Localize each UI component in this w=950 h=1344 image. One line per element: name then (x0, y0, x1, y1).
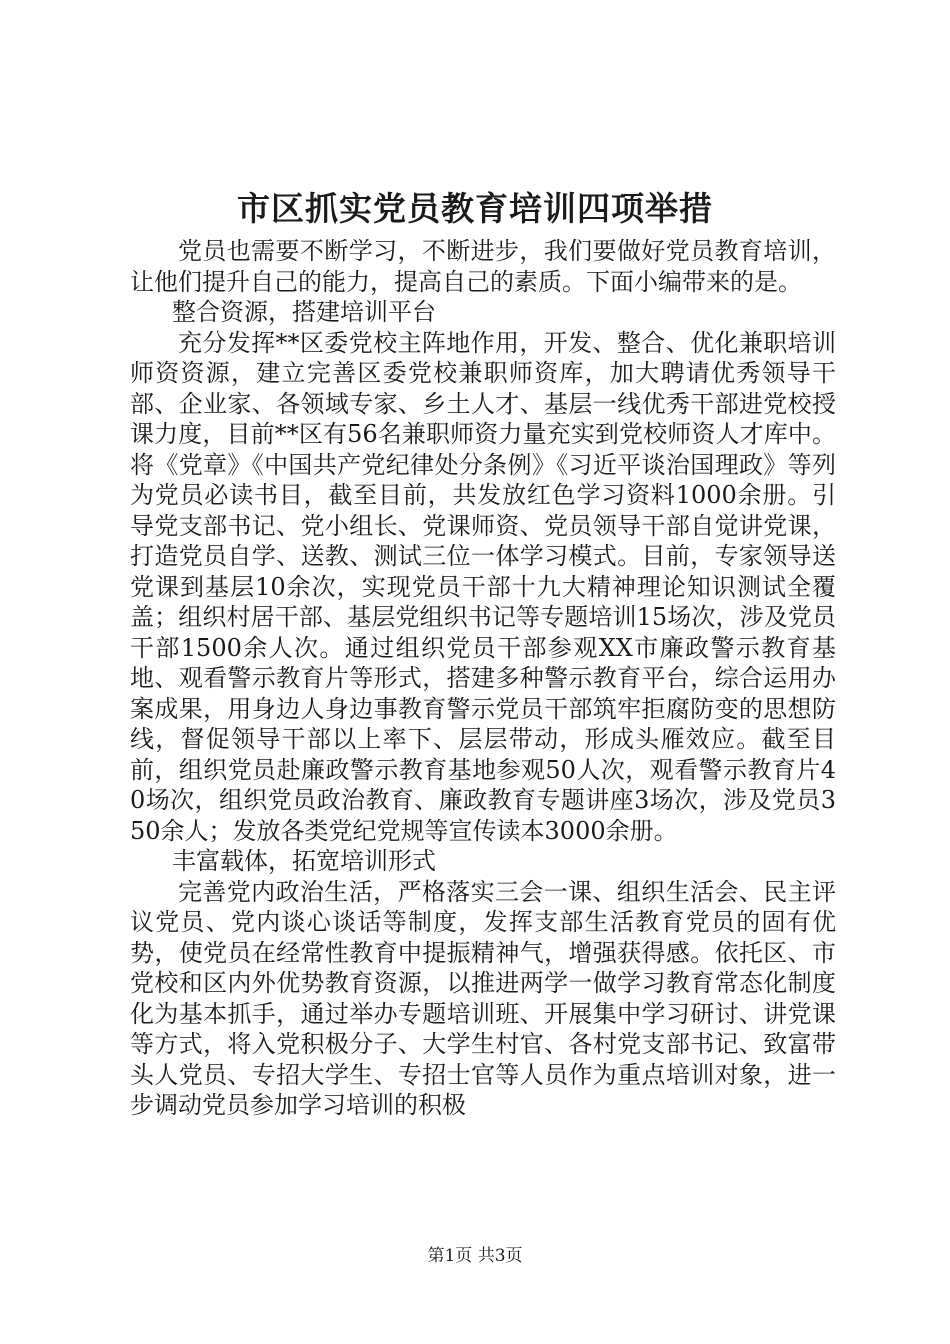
document-body (130, 236, 836, 1121)
section-heading-1: 整合资源，搭建培训平台 (172, 298, 436, 326)
document-title: 市区抓实党员教育培训四项举措 (237, 189, 713, 228)
intro-paragraph: 党员也需要不断学习，不断进步，我们要做好党员教育培训，让他们提升自己的能力，提高自己的素质。下面小编带来的是。 (130, 237, 836, 296)
section-body-2: 完善党内政治生活，严格落实三会一课、组织生活会、民主评议党员、党内谈心谈话等制度，发挥支部生活教育党员的固有优势，使党员在经常性教育中提振精神气，增强获得感。依托区、市党校和区内外优势教育资源，以推进两学一做学习教育常态化制度化为基本抓手，通过举办专题培训班、开展集中学习研讨、讲党课等方式，将入党积极分子、大学生村官、各村党支部书记、致富带头人党员、专招大学生、专招士官等人员作为重点培训对象，进一步调动党员参加学习培训的积极 (130, 877, 836, 1119)
section-body-1: 充分发挥**区委党校主阵地作用，开发、整合、优化兼职培训师资资源，建立完善区委党校兼职师资库，加大聘请优秀领导干部、企业家、各领域专家、乡土人才、基层一线优秀干部进党校授课力度，目前**区有56名兼职师资力量充实到党校师资人才库中。将《党章》《中国共产党纪律处分条例》《习近平谈治国理政》等列为党员必读书目，截至目前，共发放红色学习资料1000余册。引导党支部书记、党小组长、党课师资、党员领导干部自觉讲党课，打造党员自学、送教、测试三位一体学习模式。目前，专家领导送党课到基层10余次，实现党员干部十九大精神理论知识测试全覆盖；组织村居干部、基层党组织书记等专题培训15场次，涉及党员干部1500余人次。通过组织党员干部参观XX市廉政警示教育基地、观看警示教育片等形式，搭建多种警示教育平台，综合运用办案成果，用身边人身边事教育警示党员干部筑牢拒腐防变的思想防线，督促领导干部以上率下、层层带动，形成头雁效应。截至目前，组织党员赴廉政警示教育基地参观50人次，观看警示教育片40场次，组织党员政治教育、廉政教育专题讲座3场次，涉及党员350余人；发放各类党纪党规等宣传读本3000余册。 (130, 328, 836, 845)
page-footer: 第1页 共3页 (427, 1246, 523, 1266)
section-heading-2: 丰富载体，拓宽培训形式 (172, 847, 436, 875)
